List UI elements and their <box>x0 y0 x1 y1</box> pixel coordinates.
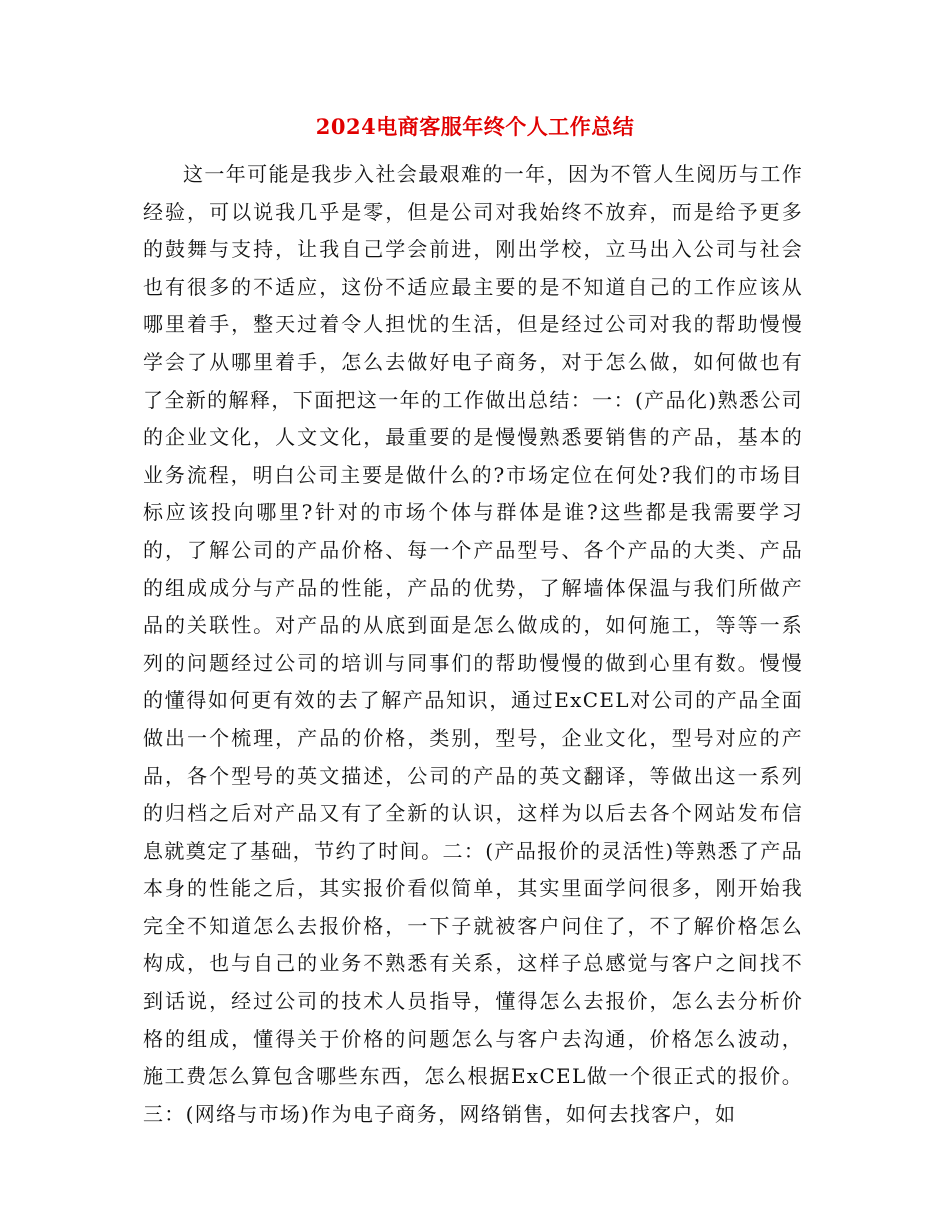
document-title: 2024电商客服年终个人工作总结 <box>315 114 635 139</box>
document-body-paragraph: 这一年可能是我步入社会最艰难的一年，因为不管人生阅历与工作经验，可以说我几乎是零，但是公司对我始终不放弃，而是给予更多的鼓舞与支持，让我自己学会前进，刚出学校，立马出入公司与社会也有很多的不适应，这份不适应最主要的是不知道自己的工作应该从哪里着手，整天过着令人担忧的生活，但是经过公司对我的帮助慢慢学会了从哪里着手，怎么去做好电子商务，对于怎么做，如何做也有了全新的解释，下面把这一年的工作做出总结：一：(产品化)熟悉公司的企业文化，人文文化，最重要的是慢慢熟悉要销售的产品，基本的业务流程，明白公司主要是做什么的?市场定位在何处?我们的市场目标应该投向哪里?针对的市场个体与群体是谁?这些都是我需要学习的，了解公司的产品价格、每一个产品型号、各个产品的大类、产品的组成成分与产品的性能，产品的优势，了解墙体保温与我们所做产品的关联性。对产品的从底到面是怎么做成的，如何施工，等等一系列的问题经过公司的培训与同事们的帮助慢慢的做到心里有数。慢慢的懂得如何更有效的去了解产品知识，通过ExCEL对公司的产品全面做出一个梳理，产品的价格，类别，型号，企业文化，型号对应的产品，各个型号的英文描述，公司的产品的英文翻译，等做出这一系列的归档之后对产品又有了全新的认识，这样为以后去各个网站发布信息就奠定了基础，节约了时间。二：(产品报价的灵活性)等熟悉了产品本身的性能之后，其实报价看似简单，其实里面学问很多，刚开始我完全不知道怎么去报价格，一下子就被客户问住了，不了解价格怎么构成，也与自己的业务不熟悉有关系，这样子总感觉与客户之间找不到话说，经过公司的技术人员指导，懂得怎么去报价，怎么去分析价格的组成，懂得关于价格的问题怎么与客户去沟通，价格怎么波动，施工费怎么算包含哪些东西，怎么根据ExCEL做一个很正式的报价。三：(网络与市场)作为电子商务，网络销售，如何去找客户，如 <box>143 162 803 1126</box>
